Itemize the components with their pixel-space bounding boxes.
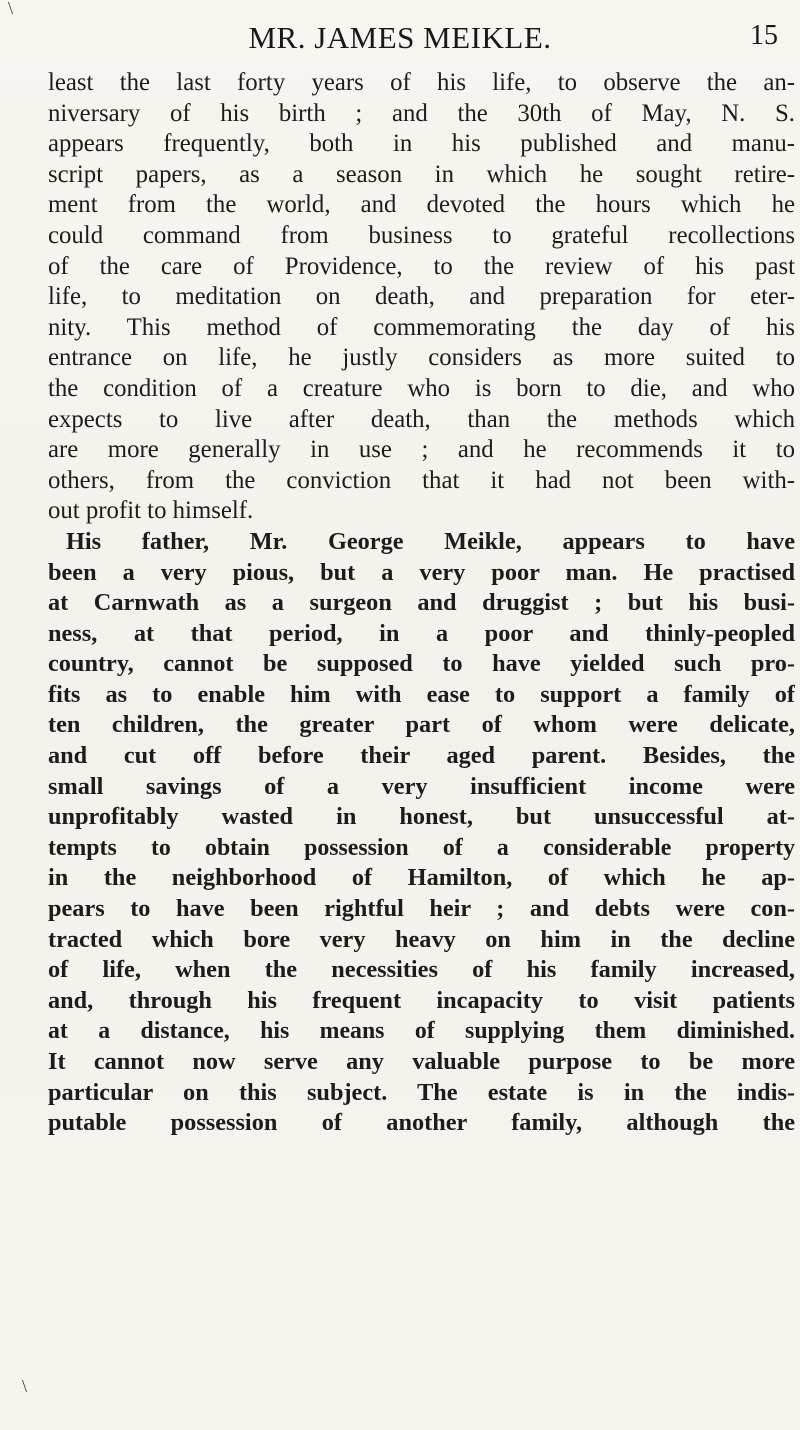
text-line: tracted which bore very heavy on him in the decline xyxy=(48,925,795,953)
text-line: life, to meditation on death, and preparation for eter- xyxy=(48,283,795,311)
text-line: the condition of a creature who is born to die, and who xyxy=(48,374,795,402)
text-line: script papers, as a season in which he sought retire- xyxy=(48,160,795,188)
text-line: at a distance, his means of supplying them diminished. xyxy=(48,1018,795,1045)
text-line: ness, at that period, in a poor and thinly-peopled xyxy=(48,619,795,647)
running-title: MR. JAMES MEIKLE. xyxy=(248,20,552,55)
text-line: of the care of Providence, to the review of his past xyxy=(48,252,795,280)
text-line: at Carnwath as a surgeon and druggist ; but his busi- xyxy=(48,589,795,617)
corner-mark-bottom: \ xyxy=(22,1376,28,1396)
text-line: small savings of a very insufficient income were xyxy=(48,772,795,800)
page-number: 15 xyxy=(750,20,778,51)
text-line: nity. This method of commemorating the day of his xyxy=(48,313,795,341)
text-line: and cut off before their aged parent. Besides, the xyxy=(48,742,795,770)
text-line: of life, when the necessities of his family increased, xyxy=(48,956,795,984)
text-line: ment from the world, and devoted the hours which he xyxy=(48,191,795,219)
text-line: particular on this subject. The estate is in the indis- xyxy=(48,1078,795,1106)
text-line: are more generally in use ; and he recommends it to xyxy=(48,436,795,464)
text-line: country, cannot be supposed to have yielded such pro- xyxy=(48,650,795,678)
text-line: unprofitably wasted in honest, but unsuccessful at- xyxy=(48,803,795,831)
text-line: ten children, the greater part of whom were delicate, xyxy=(48,711,795,739)
body-text xyxy=(48,68,795,1139)
text-line: been a very pious, but a very poor man. He practised xyxy=(48,558,795,586)
text-line: pears to have been rightful heir ; and debts were con- xyxy=(48,895,795,923)
text-line: out profit to himself. xyxy=(48,497,254,525)
text-line: putable possession of another family, although the xyxy=(48,1109,795,1137)
text-line: tempts to obtain possession of a considerable property xyxy=(48,834,795,861)
text-line: in the neighborhood of Hamilton, of which he ap- xyxy=(48,864,795,892)
page-header xyxy=(0,20,800,64)
text-line: could command from business to grateful recollections xyxy=(48,221,795,249)
text-line: entrance on life, he justly considers as more suited to xyxy=(48,344,795,372)
text-line: It cannot now serve any valuable purpose to be more xyxy=(48,1048,795,1075)
text-line: least the last forty years of his life, to observe the an- xyxy=(48,69,795,96)
text-line: appears frequently, both in his published and manu- xyxy=(48,130,795,158)
text-line: niversary of his birth ; and the 30th of May, N. S. xyxy=(48,99,795,127)
text-line: expects to live after death, than the methods which xyxy=(48,405,795,433)
text-line: others, from the conviction that it had not been with- xyxy=(48,466,795,494)
text-line: and, through his frequent incapacity to visit patients xyxy=(48,986,795,1014)
corner-mark-top: \ xyxy=(8,0,14,18)
text-line: fits as to enable him with ease to support a family of xyxy=(48,680,795,708)
text-line: His father, Mr. George Meikle, appears to have xyxy=(66,527,795,555)
